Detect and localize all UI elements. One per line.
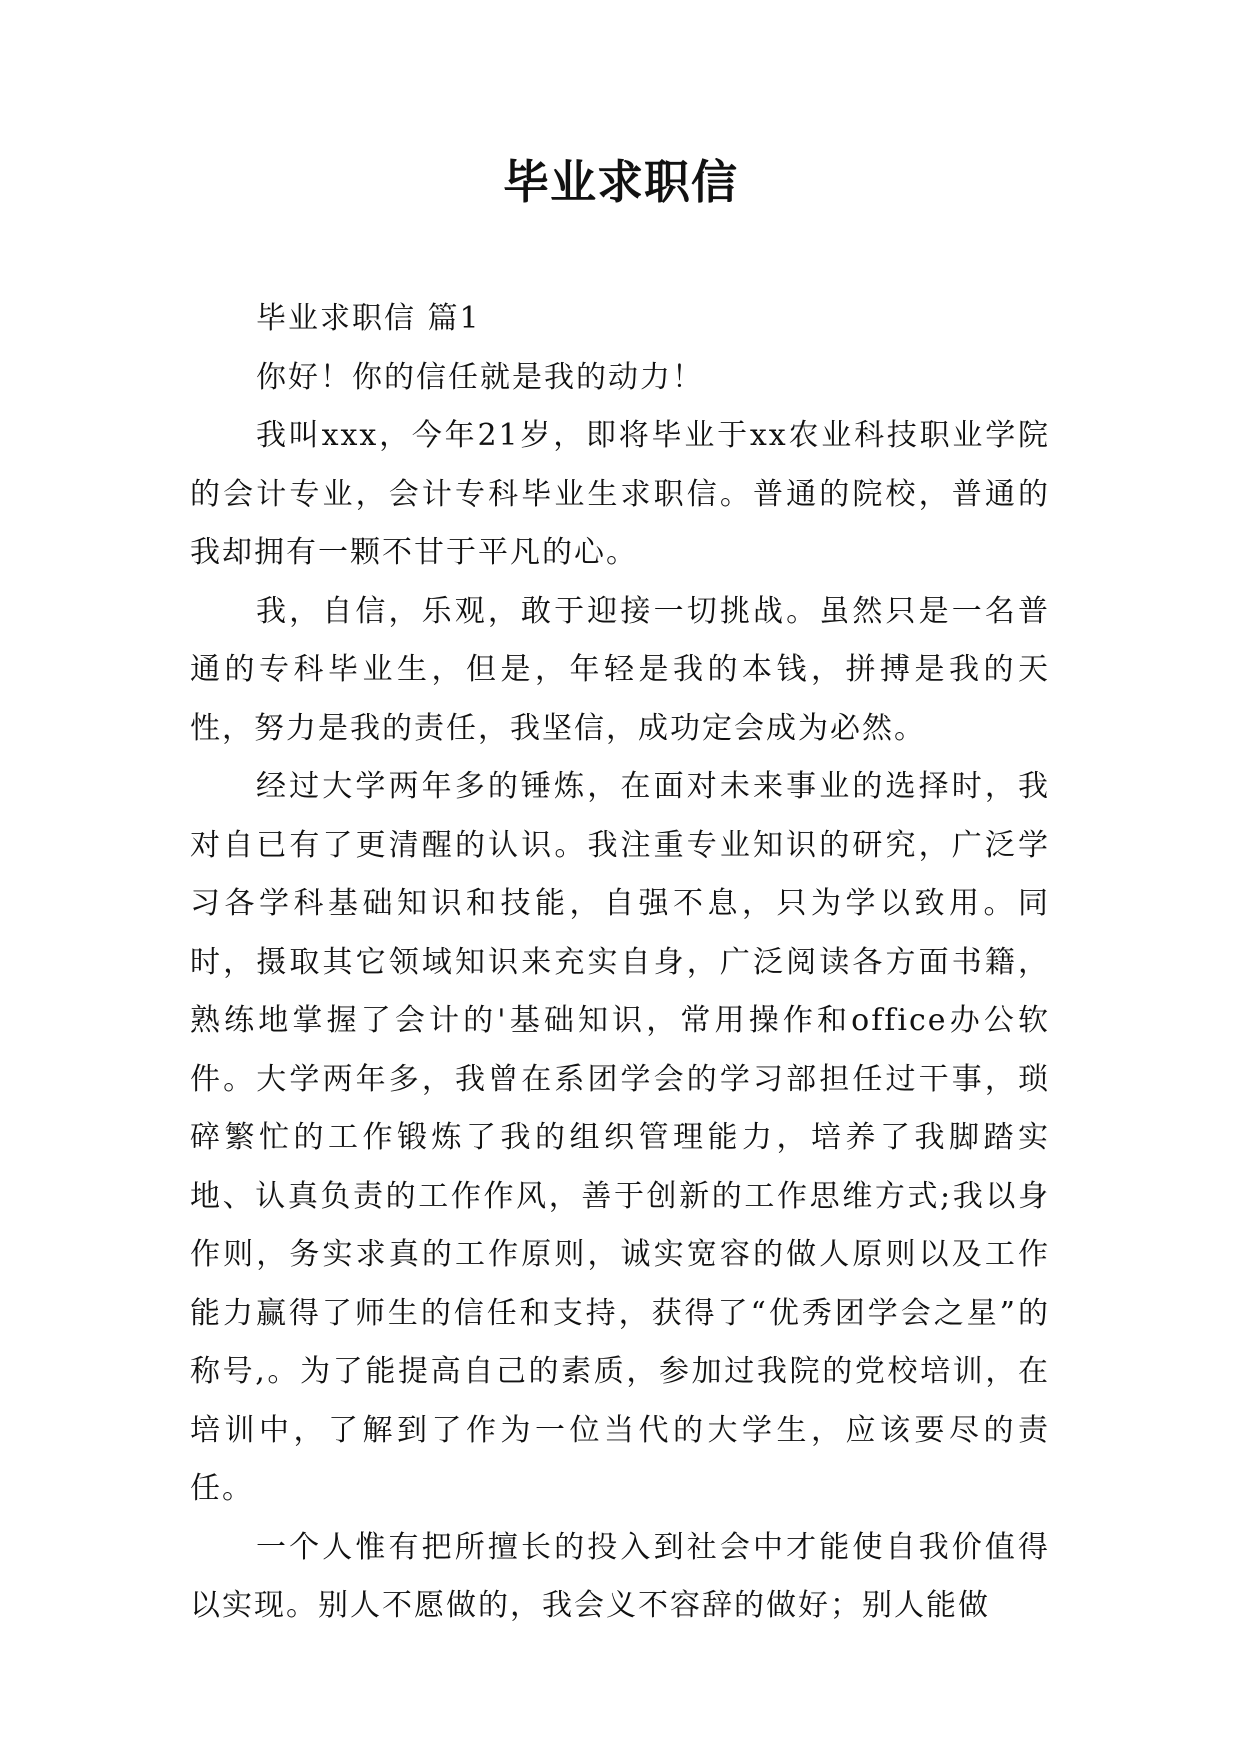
greeting-paragraph: 你好！你的信任就是我的动力！	[256, 359, 704, 395]
document-title: 毕业求职信	[503, 155, 738, 209]
section-heading: 毕业求职信 篇1	[256, 301, 481, 336]
body-paragraph: 经过大学两年多的锤炼，在面对未来事业的选择时，我对自已有了更清醒的认识。我注重专业知识的研究，广泛学习各学科基础知识和技能，自强不息，只为学以致用。同时，摄取其它领域知识来充实自身，广泛阅读各方面书籍，熟练地掌握了会计的'基础知识，常用操作和office办公软件。大学两年多，我曾在系团学会的学习部担任过干事，琐碎繁忙的工作锻炼了我的组织管理能力，培养了我脚踏实地、认真负责的工作作风，善于创新的工作思维方式;我以身作则，务实求真的工作原则，诚实宽容的做人原则以及工作能力赢得了师生的信任和支持，获得了“优秀团学会之星”的称号,。为了能提高自己的素质，参加过我院的党校培训，在培训中，了解到了作为一位当代的大学生，应该要尽的责任。	[190, 769, 1050, 1506]
body-paragraph: 我叫xxx，今年21岁，即将毕业于xx农业科技职业学院的会计专业，会计专科毕业生求职信。普通的院校，普通的我却拥有一颗不甘于平凡的心。	[190, 418, 1050, 570]
body-paragraph: 一个人惟有把所擅长的投入到社会中才能使自我价值得以实现。别人不愿做的，我会义不容辞的做好；别人能做	[190, 1529, 1050, 1623]
body-paragraph: 我，自信，乐观，敢于迎接一切挑战。虽然只是一名普通的专科毕业生，但是，年轻是我的本钱，拼搏是我的天性，努力是我的责任，我坚信，成功定会成为必然。	[190, 593, 1050, 746]
document-body	[190, 290, 1050, 1636]
